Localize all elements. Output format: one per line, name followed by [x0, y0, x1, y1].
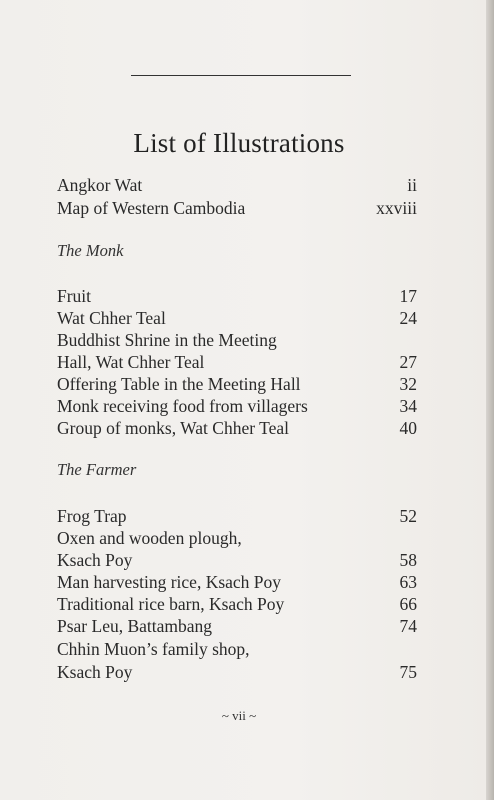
entry-page: 34 [399, 396, 417, 416]
entry-page: 75 [399, 662, 417, 682]
entry-title: Angkor Wat [57, 175, 143, 195]
entry-title: Psar Leu, Battambang [57, 616, 213, 636]
list-item [57, 395, 417, 417]
entry-title: Man harvesting rice, Ksach Poy [57, 572, 282, 592]
entry-page: 27 [399, 352, 417, 372]
entry-title: Frog Trap [57, 506, 127, 526]
entry-page: 52 [399, 506, 417, 526]
page-title: List of Illustrations [133, 128, 345, 158]
entry-title: Traditional rice barn, Ksach Poy [57, 594, 285, 614]
list-item [57, 351, 417, 373]
list-item [57, 329, 417, 351]
entry-page: ii [407, 175, 417, 195]
list-item [57, 661, 417, 683]
entry-title: Map of Western Cambodia [57, 198, 246, 218]
list-item [57, 373, 417, 395]
list-item [57, 571, 417, 593]
list-item [57, 527, 417, 549]
entry-title: Offering Table in the Meeting Hall [57, 374, 301, 394]
entry-page: 63 [399, 572, 417, 592]
entry-title: Wat Chher Teal [57, 308, 166, 328]
entry-page: xxviii [376, 198, 417, 218]
header-rule [131, 75, 351, 76]
entry-page: 74 [399, 616, 417, 636]
entry-title: Buddhist Shrine in the Meeting [57, 330, 277, 350]
entry-page: 32 [399, 374, 417, 394]
list-item [57, 417, 417, 439]
page-number: ~ vii ~ [221, 708, 257, 723]
list-item [57, 505, 417, 527]
list-item [57, 307, 417, 329]
entry-page: 66 [399, 594, 417, 614]
list-item [57, 197, 417, 219]
entry-title: Oxen and wooden plough, [57, 528, 242, 548]
list-item [57, 174, 417, 196]
entry-title: Ksach Poy [57, 662, 133, 682]
entry-title: Group of monks, Wat Chher Teal [57, 418, 289, 438]
section-heading-monk: The Monk [57, 241, 124, 260]
entry-page: 58 [399, 550, 417, 570]
list-item [57, 593, 417, 615]
entry-title: Fruit [57, 286, 92, 306]
entry-page: 24 [399, 308, 417, 328]
entry-page: 40 [399, 418, 417, 438]
page-edge [486, 0, 494, 800]
entry-title: Hall, Wat Chher Teal [57, 352, 205, 372]
section-heading-farmer: The Farmer [57, 460, 137, 479]
list-item [57, 638, 417, 660]
list-item [57, 285, 417, 307]
list-item [57, 549, 417, 571]
entry-title: Ksach Poy [57, 550, 133, 570]
entry-title: Monk receiving food from villagers [57, 396, 308, 416]
entry-title: Chhin Muon’s family shop, [57, 639, 250, 659]
list-item [57, 615, 417, 637]
entry-page: 17 [399, 286, 417, 306]
